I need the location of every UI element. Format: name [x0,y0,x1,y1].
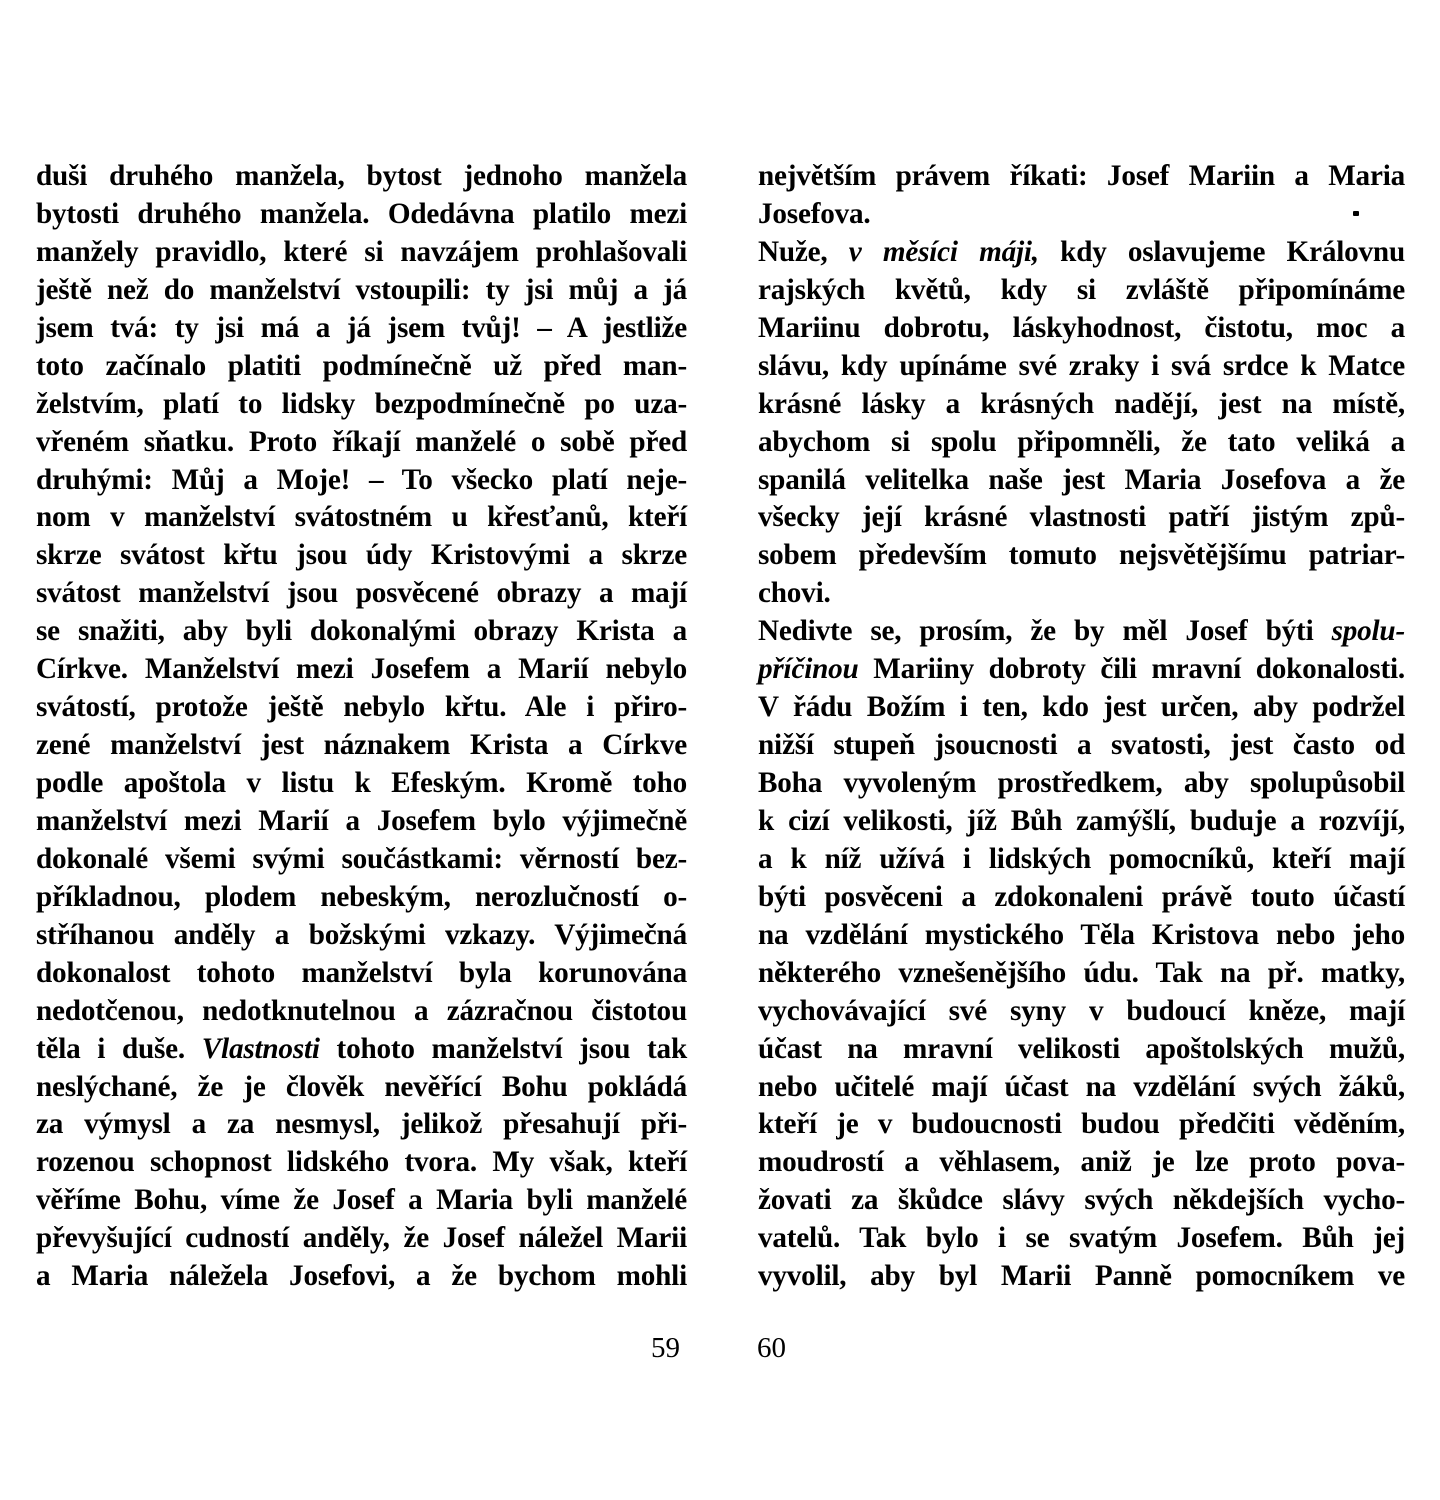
text-line: kteří je v budoucnosti budou předčiti věděním, [758,1108,1405,1141]
text-line: rajských květů, kdy si zvláště připomínáme [758,273,1405,306]
text-line: vřeném sňatku. Proto říkají manželé o sobě před [36,425,687,458]
text-line: vyvolil, aby byl Marii Panně pomocníkem ve [758,1260,1405,1293]
text-line: se snažiti, aby byli dokonalými obrazy Krista a [36,615,687,648]
text-line: manželství mezi Marií a Josefem bylo výjimečně [36,804,687,837]
text-line: dokonalé všemi svými součástkami: věrností bez- [36,842,687,875]
text-line: těla i duše. Vlastnosti tohoto manželství jsou tak [36,1032,687,1065]
text-line: býti posvěceni a zdokonaleni právě touto účastí [758,880,1405,913]
text-line: všecky její krásné vlastnosti patří jistým způ- [758,501,1405,534]
text-line: příčinou Mariiny dobroty čili mravní dokonalosti. [758,653,1405,686]
text-line: ještě než do manželství vstoupili: ty jsi můj a já [36,273,687,306]
text-line: moudrostí a věhlasem, aniž je lze proto pova- [758,1146,1405,1179]
text-line: jsem tvá: ty jsi má a já jsem tvůj! – A jestliže [36,311,687,344]
text-line: účast na mravní velikosti apoštolských mužů, [758,1032,1405,1065]
text-line: svátostí, protože ještě nebylo křtu. Ale i přiro- [36,691,687,724]
text-line: neslýchané, že je člověk nevěřící Bohu pokládá [36,1070,687,1103]
text-line: rozenou schopnost lidského tvora. My však, kteří [36,1146,687,1179]
text-line: nižší stupeň jsoucnosti a svatosti, jest často od [758,729,1405,762]
page-number-left: 59 [651,1332,680,1364]
left-page-text [36,158,687,1296]
text-line: největším právem říkati: Josef Mariin a Maria [758,160,1405,192]
text-line: Boha vyvoleným prostředkem, aby spolupůsobil [758,767,1405,799]
page-number-right: 60 [757,1332,786,1364]
text-line: chovi. [758,577,831,610]
text-line: svátost manželství jsou posvěcené obrazy a mají [36,577,687,610]
text-line: za výmysl a za nesmysl, jelikož přesahují při- [36,1108,687,1141]
text-line: a Maria náležela Josefovi, a že bychom mohli [36,1260,687,1293]
text-line: Nuže, v měsíci máji, kdy oslavujeme Královnu [758,235,1405,268]
text-line: stříhanou anděly a božskými vzkazy. Výjimečná [36,918,687,951]
text-line: slávu, kdy upínáme své zraky i svá srdce k Matce [758,349,1405,382]
text-line: želstvím, platí to lidsky bezpodmínečně po uza- [36,387,687,420]
ink-speck [1353,211,1359,216]
text-line: podle apoštola v listu k Efeským. Kromě toho [36,767,687,799]
text-line: sobem především tomuto nejsvětějšímu patriar- [758,539,1405,572]
text-line: na vzdělání mystického Těla Kristova nebo jeho [758,918,1405,951]
text-line: vatelů. Tak bylo i se svatým Josefem. Bůh jej [758,1222,1405,1255]
text-line: převyšující cudností anděly, že Josef náležel Marii [36,1222,687,1255]
text-line: skrze svátost křtu jsou údy Kristovými a skrze [36,539,687,572]
italic-phrase: v měsíci máji, [848,235,1039,268]
text-line: spanilá velitelka naše jest Maria Josefova a že [758,463,1405,496]
text-line: duši druhého manžela, bytost jednoho manžela [36,160,687,192]
text-line: Církve. Manželství mezi Josefem a Marií nebylo [36,653,687,686]
right-page-text [758,158,1405,1296]
text-line: Josefova. [758,197,871,230]
text-line: vychovávající své syny v budoucí kněze, mají [758,994,1405,1027]
text-line: příkladnou, plodem nebeským, nerozlučností o- [36,880,687,913]
text-line: V řádu Božím i ten, kdo jest určen, aby podržel [758,691,1405,724]
text-line: Nedivte se, prosím, že by měl Josef býti spolu- [758,615,1405,648]
text-line: nebo učitelé mají účast na vzdělání svých žáků, [758,1070,1405,1103]
text-line: zené manželství jest náznakem Krista a Církve [36,729,687,762]
text-line: k cizí velikosti, jíž Bůh zamýšlí, buduje a rozvíjí, [758,804,1405,837]
text-line: nedotčenou, nedotknutelnou a zázračnou čistotou [36,994,687,1027]
text-line: manžely pravidlo, které si navzájem prohlašovali [36,235,687,268]
text-line: Mariinu dobrotu, láskyhodnost, čistotu, moc a [758,311,1405,344]
text-line: věříme Bohu, víme že Josef a Maria byli manželé [36,1184,687,1217]
text-line: toto začínalo platiti podmínečně už před man- [36,349,687,382]
text-line: druhými: Můj a Moje! – To všecko platí neje- [36,463,687,496]
text-line: některého vznešenějšího údu. Tak na př. matky, [758,956,1405,989]
text-line: bytosti druhého manžela. Odedávna platilo mezi [36,197,687,230]
text-line: a k níž užívá i lidských pomocníků, kteří mají [758,842,1405,875]
italic-word: příčinou [758,653,859,686]
text-line: nom v manželství svátostném u křesťanů, kteří [36,501,687,534]
text-line: abychom si spolu připomněli, že tato veliká a [758,425,1405,458]
italic-word: Vlastnosti [201,1032,320,1065]
italic-word: spolu- [1331,615,1405,648]
text-line: krásné lásky a krásných nadějí, jest na místě, [758,387,1405,420]
text-line: dokonalost tohoto manželství byla korunována [36,956,687,989]
text-line: žovati za škůdce slávy svých někdejších vycho- [758,1184,1405,1217]
